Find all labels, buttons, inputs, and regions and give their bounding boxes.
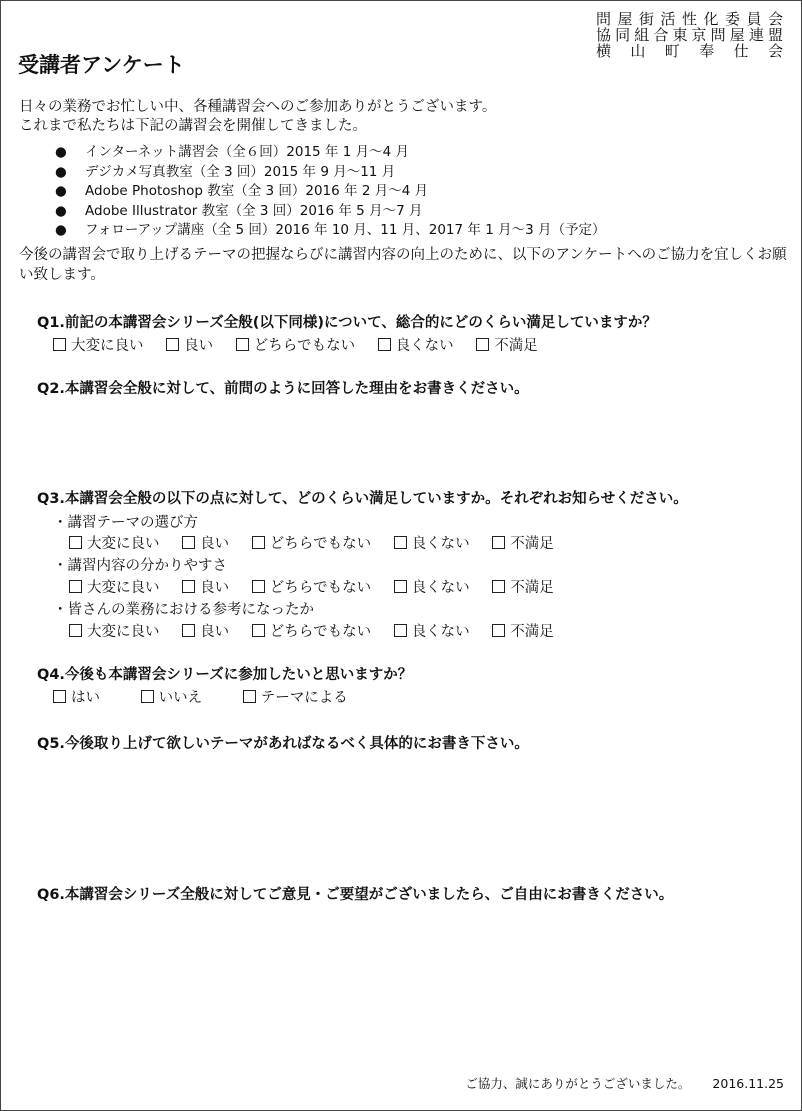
q1-option[interactable]: どちらでもない xyxy=(236,334,355,355)
org-line-2: 協同組合東京問屋連盟 xyxy=(596,26,784,44)
checkbox-icon[interactable] xyxy=(252,536,265,549)
bullet-icon: ● xyxy=(55,144,67,160)
q3-item-label: ・講習テーマの選び方 xyxy=(53,515,198,531)
question-3: Q3.本講習会全般の以下の点に対して、どのくらい満足していますか。それぞれお知らせください。 xyxy=(37,491,688,507)
course-item: ● デジカメ写真教室（全 3 回）2015 年 9 月～11 月 xyxy=(55,163,605,183)
checkbox-icon[interactable] xyxy=(492,536,505,549)
course-item: ● Adobe Illustrator 教室（全 3 回）2016 年 5 月～7 月 xyxy=(55,202,605,222)
q3-item-label: ・皆さんの業務における参考になったか xyxy=(53,602,314,618)
q3-option[interactable]: 良くない xyxy=(394,532,470,553)
checkbox-icon[interactable] xyxy=(69,580,82,593)
checkbox-icon[interactable] xyxy=(182,624,195,637)
checkbox-icon[interactable] xyxy=(394,536,407,549)
q1-option[interactable]: 大変に良い xyxy=(53,334,144,355)
q3-item-3-options xyxy=(69,620,572,641)
question-4: Q4.今後も本講習会シリーズに参加したいと思いますか？ xyxy=(37,667,413,683)
q3-option[interactable]: どちらでもない xyxy=(252,576,371,597)
checkbox-icon[interactable] xyxy=(182,536,195,549)
footer xyxy=(465,1074,784,1092)
q3-item-2-options xyxy=(69,576,572,597)
intro-line-2: これまで私たちは下記の講習会を開催してきました。 xyxy=(19,118,367,134)
checkbox-icon[interactable] xyxy=(69,536,82,549)
q3-option[interactable]: 良い xyxy=(182,576,229,597)
bullet-icon: ● xyxy=(55,163,67,180)
q1-options xyxy=(53,334,556,355)
checkbox-icon[interactable] xyxy=(182,580,195,593)
question-5: Q5.今後取り上げて欲しいテーマがあればなるべく具体的にお書き下さい。 xyxy=(37,736,529,752)
page-title: 受講者アンケート xyxy=(18,53,185,77)
footer-date: 2016.11.25 xyxy=(712,1076,784,1091)
org-line-3: 横山町奉仕会 xyxy=(596,42,784,60)
q3-option[interactable]: 良くない xyxy=(394,620,470,641)
checkbox-icon[interactable] xyxy=(236,338,249,351)
checkbox-icon[interactable] xyxy=(394,580,407,593)
checkbox-icon[interactable] xyxy=(166,338,179,351)
checkbox-icon[interactable] xyxy=(141,690,154,703)
checkbox-icon[interactable] xyxy=(53,338,66,351)
q3-option[interactable]: 良い xyxy=(182,620,229,641)
q4-options xyxy=(53,686,366,707)
outro-text: 今後の講習会で取り上げるテーマの把握ならびに講習内容の向上のために、以下のアンケートへのご協力を宜しくお願い致します。 xyxy=(19,247,787,283)
q4-option[interactable]: はい xyxy=(53,686,100,707)
q1-option[interactable]: 良い xyxy=(166,334,213,355)
q3-item-1-options xyxy=(69,532,572,553)
org-line-1: 問屋街活性化委員会 xyxy=(596,10,784,28)
q3-option[interactable]: 大変に良い xyxy=(69,620,160,641)
q3-option[interactable]: 不満足 xyxy=(492,576,554,597)
bullet-icon: ● xyxy=(55,222,67,239)
checkbox-icon[interactable] xyxy=(476,338,489,351)
checkbox-icon[interactable] xyxy=(492,580,505,593)
q3-option[interactable]: 不満足 xyxy=(492,532,554,553)
q1-option[interactable]: 不満足 xyxy=(476,334,538,355)
organization-block xyxy=(596,11,784,59)
checkbox-icon[interactable] xyxy=(378,338,391,351)
checkbox-icon[interactable] xyxy=(53,690,66,703)
q3-item-label: ・講習内容の分かりやすさ xyxy=(53,558,227,574)
q3-option[interactable]: 不満足 xyxy=(492,620,554,641)
q3-option[interactable]: どちらでもない xyxy=(252,620,371,641)
intro-line-1: 日々の業務でお忙しい中、各種講習会へのご参加ありがとうございます。 xyxy=(19,99,497,115)
q3-option[interactable]: 大変に良い xyxy=(69,532,160,553)
q3-option[interactable]: 大変に良い xyxy=(69,576,160,597)
q4-option[interactable]: いいえ xyxy=(141,686,203,707)
q3-option[interactable]: 良くない xyxy=(394,576,470,597)
course-list xyxy=(55,143,605,241)
course-item: ● Adobe Photoshop 教室（全 3 回）2016 年 2 月～4 月 xyxy=(55,182,605,202)
intro-text xyxy=(19,98,496,136)
checkbox-icon[interactable] xyxy=(394,624,407,637)
checkbox-icon[interactable] xyxy=(252,580,265,593)
course-item: ● フォローアップ講座（全 5 回）2016 年 10 月、11 月、2017 年 1 月～3 月（予定） xyxy=(55,221,605,241)
question-6: Q6.本講習会シリーズ全般に対してご意見・ご要望がございましたら、ご自由にお書きください。 xyxy=(37,887,674,903)
question-1: Q1.前記の本講習会シリーズ全般(以下同様)について、総合的にどのくらい満足していますか？ xyxy=(37,315,657,331)
q4-option[interactable]: テーマによる xyxy=(243,686,348,707)
q1-option[interactable]: 良くない xyxy=(378,334,454,355)
checkbox-icon[interactable] xyxy=(243,690,256,703)
checkbox-icon[interactable] xyxy=(252,624,265,637)
q3-option[interactable]: どちらでもない xyxy=(252,532,371,553)
checkbox-icon[interactable] xyxy=(492,624,505,637)
course-item: ● インターネット講習会（全６回）2015 年 1 月～4 月 xyxy=(55,143,605,163)
bullet-icon: ● xyxy=(55,202,67,219)
question-2: Q2.本講習会全般に対して、前問のように回答した理由をお書きください。 xyxy=(37,381,529,397)
checkbox-icon[interactable] xyxy=(69,624,82,637)
footer-thanks: ご協力、誠にありがとうございました。 xyxy=(465,1076,691,1091)
q3-option[interactable]: 良い xyxy=(182,532,229,553)
bullet-icon: ● xyxy=(55,183,67,200)
